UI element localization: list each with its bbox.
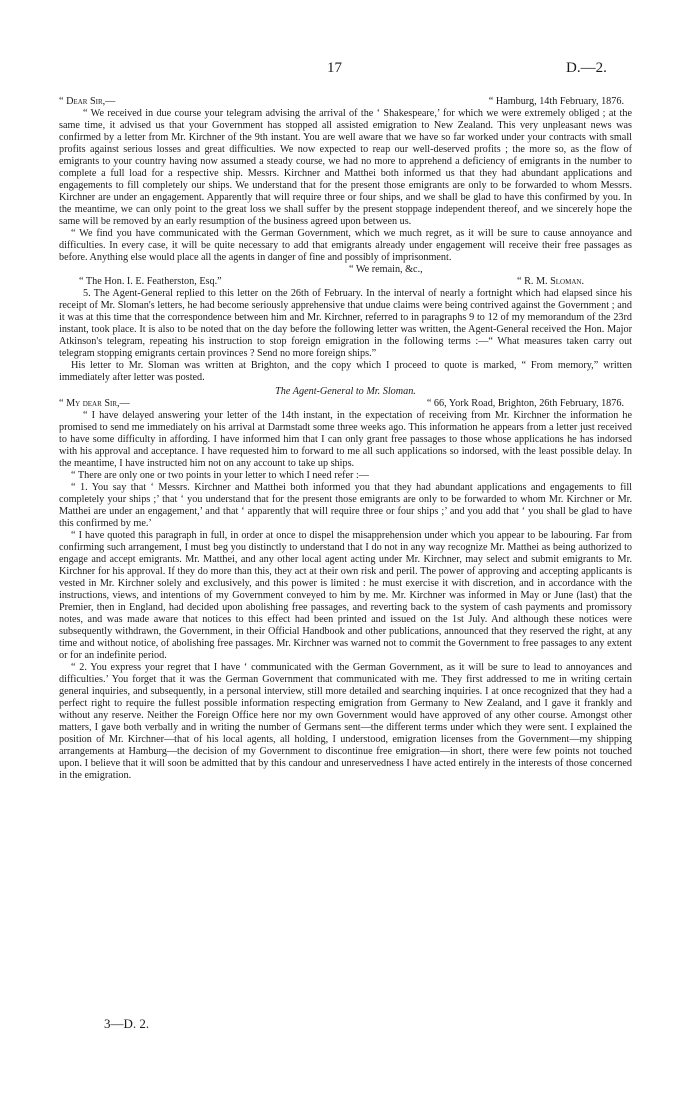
letter1-heading-row — [59, 96, 632, 108]
narrative-paragraph-5: 5. The Agent-General replied to this letter on the 26th of February. In the interval of nearly a fortnight which had elapsed since his receipt of Mr. Sloman's letters, he had become seriously apprehensive that undue claims were being contrived against the Government ; and it was at this time that the correspondence between him and Mr. Kirchner, referred to in paragraphs 9 to 12 of my memorandum of the 23rd instant, took place. It is also to be noted that on the day before the following letter was written, the Agent-General received the Hon. Major Atkinson's telegram, repeating his instruction to stop foreign emigration in the following terms :—“ What measures taken carry out telegram stopping emigrants certain provinces ? Send no more foreign ships.” — [59, 288, 632, 359]
letter2-paragraph-1: “ I have delayed answering your letter of the 14th instant, in the expectation of receiving from Mr. Kirchner the information he promised to send me immediately on his arrival at Darmstadt some three weeks ago. This information he appears from a letter just received to have some difficulty in affording. I have informed him that I can only grant free passages to those whose applications he has indorsed with his approval and acceptance. I have requested him to forward to me all such applications so indorsed, with the least possible delay. In the meantime, I have instructed him not on any account to take up ships. — [59, 410, 632, 469]
letter1-salutation: “ Dear Sir,— — [59, 96, 116, 107]
letter1-place-date: “ Hamburg, 14th February, 1876. — [488, 96, 624, 107]
letter1-paragraph-1: “ We received in due course your telegram advising the arrival of the ‘ Shakespeare,’ for which we were extremely obliged ; at the same time, it advised us that your Government has stopped all assisted emigration to New Zealand. This very unpleasant news was confirmed by a letter from Mr. Kirchner of the 9th instant. You are well aware that we have so far worked under your contracts with small profits against serious losses and great difficulties. We now expected to reap our well-deserved profits ; the more so, as the flow of emigrants to your country having now assumed a steady course, we had no more to apprehend a deficiency of emigrants in the number to complete a full load for a respective ship. Messrs. Kirchner and Matthei both informed us that they had abundant applications and engagements to fill completely our ships. We understand that for the present those emigrants are only to be forwarded to whom Messrs. Kirchner are under an engagement. Apparently that will require three or four ships, and we shall be glad to have this confirmed by you. In the meantime, we can only point to the great loss we shall suffer by the present stoppage independent thereof, and we sincerely hope the same will be removed by an early resumption of the business agreed upon between us. — [59, 108, 632, 227]
page-body — [59, 96, 632, 782]
letter1-signature: “ R. M. Sloman. — [517, 276, 584, 287]
letter1-closing: “ We remain, &c., — [349, 264, 423, 275]
sheet-mark: 3—D. 2. — [104, 1016, 150, 1031]
letter2-paragraph-3: “ 1. You say that ‘ Messrs. Kirchner and Matthei both informed you that they had abundant applications and engagements to fill completely your ships ;’ that ‘ you understand that for the present those emigrants are only to be forwarded to whom Mr. Kirchner or Mr. Matthei are under an engagement,’ and that ‘ apparently that will require three or four ships ;’ and you add that ‘ you shall be glad to have this confirmed by me.’ — [59, 482, 632, 529]
letter1-signoff-row — [59, 276, 632, 288]
letter2-paragraph-4: “ I have quoted this paragraph in full, in order at once to dispel the misapprehension under which you appear to be labouring. Far from confirming such arrangement, I must beg you distinctly to understand that I do not in any way recognize Mr. Matthei as being authorized to engage and accept emigrants. Mr. Matthei, and any other local agent acting under Mr. Kirchner, may select and submit emigrants to Mr. Kirchner for his approval. If they do more than this, they act at their own risk and peril. The power of approving and accepting applicants is vested in Mr. Kirchner solely and exclusively, and this power is limited : he must exercise it with discretion, and in accordance with the instructions, views, and intentions of my Government conveyed to him by me. Mr. Kirchner was informed in May or June (last) that the Premier, then in England, had decided upon abolishing free passages, and reverting back to the system of cash payments and promissory notes, and was made aware that notices to this effect had been printed and issued on the 1st July. And although these notices were subsequently withdrawn, the Government, in their Official Handbook and other publications, announced that they reserved the right, at any time and without notice, of abolishing free passages. Mr. Kirchner was warned not to commit the Government to free passages to any extent or for an indefinite period. — [59, 530, 632, 661]
letter2-place-date: “ 66, York Road, Brighton, 26th February, 1876. — [426, 398, 624, 409]
document-reference: D.—2. — [566, 60, 607, 76]
letter2-paragraph-5: “ 2. You express your regret that I have ‘ communicated with the German Government, as it will be sure to lead to annoyances and difficulties.’ You forget that it was the German Government that communicated with me. They first addressed to me in writing certain general inquiries, and subsequently, in a personal interview, still more detailed and searching inquiries. I at once recognized that they had a perfect right to require the fullest possible information respecting emigration from Germany to New Zealand, and I gave it frankly and without any reserve. Neither the Foreign Office here nor my own Government would have approved of any other course. Amongst other matters, I gave both verbally and in writing the number of Germans sent—the different terms under which they were sent. I explained the position of Mr. Kirchner—that of his local agents, all holding, I understood, emigration licenses from the Government—my shipping arrangements at Hamburg—the decision of my Government to discontinue free emigration—in short, there were few points not touched upon. I believe that it will soon be admitted that by this candour and unreservedness I have acted entirely in the interests of those concerned in the emigration. — [59, 662, 632, 781]
letter1-addressee: “ The Hon. I. E. Featherston, Esq.” — [79, 276, 222, 287]
letter2-paragraph-2: “ There are only one or two points in your letter to which I need refer :— — [71, 470, 369, 481]
letter2-salutation: “ My dear Sir,— — [59, 398, 130, 409]
letter1-paragraph-2: “ We find you have communicated with the German Government, which we much regret, as it will be sure to cause annoyance and difficulties. In every case, it will be quite necessary to add that emigrants already under engagement will receive their free passages as before. Anything else would place all the agents in danger of fine and possibly of imprisonment. — [59, 228, 632, 263]
narrative-paragraph-followup: His letter to Mr. Sloman was written at Brighton, and the copy which I proceed to quote is marked, “ From memory,” written immediately after letter was posted. — [59, 360, 632, 383]
page-header — [0, 62, 700, 80]
page-number: 17 — [327, 60, 342, 76]
letter2-heading: The Agent-General to Mr. Sloman. — [275, 386, 416, 397]
letter2-heading-row — [59, 398, 632, 410]
